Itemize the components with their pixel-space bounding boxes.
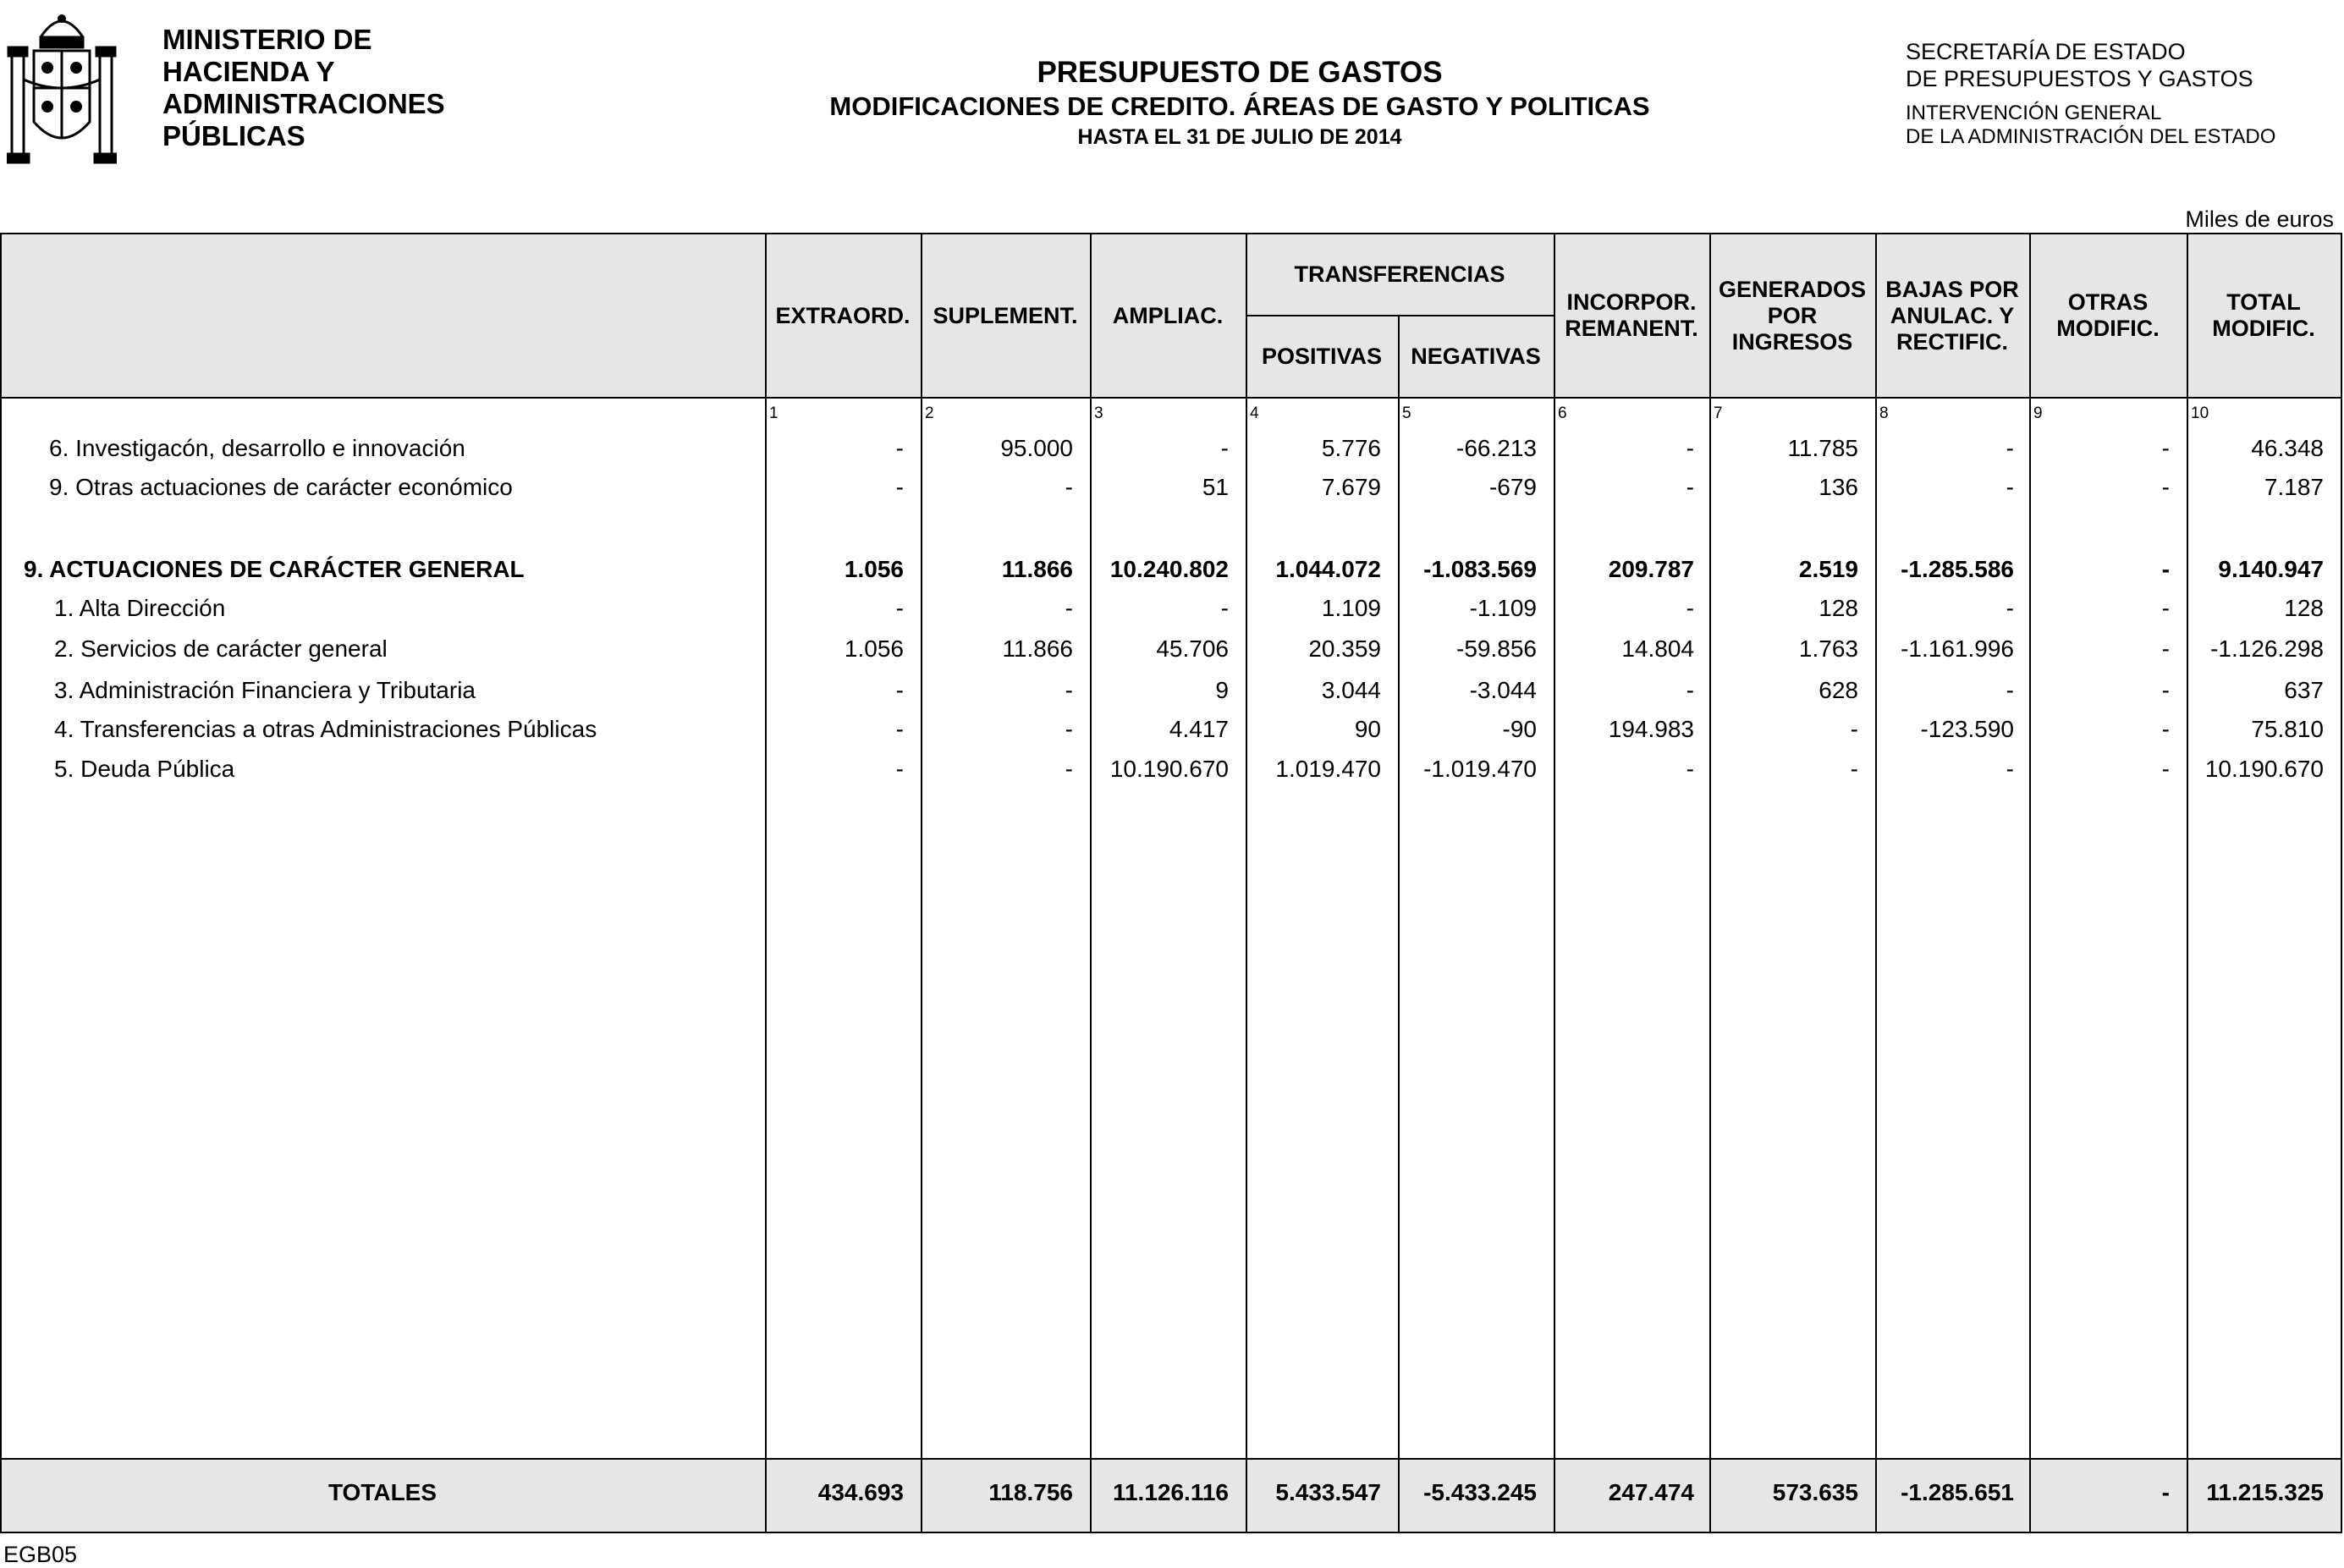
column-number: 4 <box>1250 404 1259 422</box>
row-value: - <box>1686 756 1694 782</box>
row-value: 5.776 <box>1321 435 1381 461</box>
row-value: - <box>2161 474 2170 500</box>
totals-label: TOTALES <box>327 1479 437 1505</box>
row-value: - <box>895 756 904 782</box>
row-value: -59.856 <box>1456 635 1537 662</box>
report-date: HASTA EL 31 DE JULIO DE 2014 <box>1077 125 1402 149</box>
totals-value: 434.693 <box>817 1479 904 1505</box>
totals-value: 5.433.547 <box>1275 1479 1381 1505</box>
row-value: 4.417 <box>1169 716 1229 742</box>
header-total-line-2: MODIFIC. <box>2212 316 2315 341</box>
row-value: 11.866 <box>1001 556 1073 582</box>
row-value: - <box>1065 756 1073 782</box>
row-value: - <box>2006 435 2014 461</box>
row-value: 136 <box>1819 474 1858 500</box>
col-border <box>2341 233 2342 1533</box>
row-value: 1.044.072 <box>1275 556 1381 582</box>
column-number: 10 <box>2191 404 2209 422</box>
col-border <box>2187 233 2188 1533</box>
row-value: - <box>895 474 904 500</box>
row-value: 20.359 <box>1308 635 1381 662</box>
table-row <box>0 435 2344 472</box>
secretaria-line-2: DE PRESUPUESTOS Y GASTOS <box>1906 66 2253 91</box>
row-value: - <box>1220 595 1229 621</box>
col-border <box>2029 233 2031 1533</box>
row-value: - <box>1065 677 1073 703</box>
row-value: 10.240.802 <box>1109 556 1229 582</box>
totals-value: 11.215.325 <box>2206 1479 2324 1505</box>
row-value: - <box>2161 756 2170 782</box>
ministry-line-2: HACIENDA Y <box>162 56 335 87</box>
header-generados <box>1709 234 1875 397</box>
col-border <box>1090 233 1092 1533</box>
units-label: Miles de euros <box>2185 206 2334 232</box>
row-value: 128 <box>1819 595 1858 621</box>
row-value: 10.190.670 <box>2204 756 2324 782</box>
col-border <box>1709 233 1711 1533</box>
row-value: 1.763 <box>1798 635 1858 662</box>
column-number: 1 <box>769 404 779 422</box>
row-value: - <box>1065 474 1073 500</box>
ministry-line-4: PÚBLICAS <box>162 120 305 151</box>
column-number: 5 <box>1402 404 1411 422</box>
table-row <box>0 635 2344 673</box>
header-bajas-line-1: BAJAS POR <box>1885 276 2019 302</box>
row-value: 90 <box>1354 716 1381 742</box>
header-incorpor-line-1: INCORPOR. <box>1566 289 1697 315</box>
header-ampliac: AMPLIAC. <box>1112 302 1224 328</box>
row-label: 1. Alta Dirección <box>54 595 226 621</box>
row-value: - <box>2006 474 2014 500</box>
row-value: - <box>1686 677 1694 703</box>
row-value: -3.044 <box>1469 677 1537 703</box>
report-title: PRESUPUESTO DE GASTOS <box>1037 56 1443 89</box>
row-value: -1.109 <box>1469 595 1537 621</box>
row-value: 10.190.670 <box>1109 756 1229 782</box>
row-value: -1.083.569 <box>1423 556 1537 582</box>
header-transferencias: TRANSFERENCIAS <box>1294 261 1505 287</box>
row-value: 637 <box>2284 677 2324 703</box>
row-value: 9 <box>1215 677 1229 703</box>
header-generados-line-3: INGRESOS <box>1731 328 1853 355</box>
totals-value: - <box>2161 1479 2170 1505</box>
row-label: 9. Otras actuaciones de carácter económico <box>49 474 513 500</box>
totals-value: 247.474 <box>1608 1479 1694 1505</box>
header-positivas: POSITIVAS <box>1261 344 1383 369</box>
column-number: 2 <box>925 404 934 422</box>
row-value: - <box>2161 716 2170 742</box>
header-total-line-1: TOTAL <box>2226 289 2301 315</box>
row-value: - <box>1065 716 1073 742</box>
secretaria-line-1: SECRETARÍA DE ESTADO <box>1906 39 2186 64</box>
header-generados-line-2: POR <box>1767 302 1818 328</box>
row-value: 11.785 <box>1787 435 1858 461</box>
col-border <box>1554 233 1555 1533</box>
table-row <box>0 756 2344 793</box>
row-value: -679 <box>1488 474 1537 500</box>
row-value: - <box>895 716 904 742</box>
totals-top-border <box>0 1458 2342 1460</box>
header-otras-line-1: OTRAS <box>2067 289 2149 315</box>
report-subtitle: MODIFICACIONES DE CREDITO. ÁREAS DE GASTO Y POLITICAS <box>829 91 1650 121</box>
intervencion-line-2: DE LA ADMINISTRACIÓN DEL ESTADO <box>1906 125 2276 148</box>
header-negativas: NEGATIVAS <box>1411 344 1541 369</box>
row-value: 1.109 <box>1321 595 1381 621</box>
row-value: - <box>2006 677 2014 703</box>
col-border <box>921 233 922 1533</box>
row-value: 95.000 <box>1000 435 1073 461</box>
header-incorpor-line-2: REMANENT. <box>1565 316 1698 341</box>
row-value: 14.804 <box>1621 635 1694 662</box>
row-value: 7.679 <box>1321 474 1381 500</box>
table-bottom-border <box>0 1532 2342 1533</box>
row-value: - <box>1220 435 1229 461</box>
totals-value: 11.126.116 <box>1112 1479 1229 1505</box>
table-row <box>0 474 2344 511</box>
header-bajas <box>1875 234 2029 397</box>
header-bottom-border <box>0 397 2342 399</box>
row-label: 6. Investigacón, desarrollo e innovación <box>49 435 465 461</box>
row-value: -1.019.470 <box>1423 756 1537 782</box>
row-label: 3. Administración Financiera y Tributaria <box>54 677 476 703</box>
row-value: 75.810 <box>2251 716 2324 742</box>
header-suplement: SUPLEMENT. <box>933 302 1078 328</box>
table-row <box>0 595 2344 632</box>
row-value: - <box>2006 595 2014 621</box>
row-value: 3.044 <box>1321 677 1381 703</box>
ministry-line-1: MINISTERIO DE <box>162 24 372 55</box>
row-value: - <box>1850 756 1858 782</box>
row-label: 5. Deuda Pública <box>54 756 235 782</box>
row-value: - <box>2161 635 2170 662</box>
row-value: 9.140.947 <box>2218 556 2324 582</box>
header-extraord: EXTRAORD. <box>775 302 911 328</box>
row-value: - <box>1065 595 1073 621</box>
row-value: 209.787 <box>1608 556 1694 582</box>
row-value: 45.706 <box>1156 635 1229 662</box>
col-border <box>1875 233 1877 1533</box>
column-number: 6 <box>1558 404 1567 422</box>
totals-value: 118.756 <box>988 1479 1073 1505</box>
header-total <box>2187 234 2341 397</box>
row-value: 1.019.470 <box>1275 756 1381 782</box>
header-bajas-line-3: RECTIFIC. <box>1896 328 2008 355</box>
row-value: 194.983 <box>1608 716 1694 742</box>
header-bajas-line-2: ANULAC. Y <box>1890 302 2015 328</box>
header-incorpor <box>1554 234 1709 397</box>
row-value: -66.213 <box>1456 435 1537 461</box>
table-row <box>0 716 2344 753</box>
row-value: - <box>1686 595 1694 621</box>
row-value: 1.056 <box>844 556 904 582</box>
row-value: 1.056 <box>844 635 904 662</box>
row-value: 7.187 <box>2264 474 2324 500</box>
column-number: 7 <box>1714 404 1723 422</box>
row-value: - <box>1686 435 1694 461</box>
header-otras-line-2: MODIFIC. <box>2056 316 2160 341</box>
row-value: - <box>2161 677 2170 703</box>
row-value: - <box>1686 474 1694 500</box>
row-value: -1.126.298 <box>2210 635 2324 662</box>
row-label: 9. ACTUACIONES DE CARÁCTER GENERAL <box>24 556 525 582</box>
row-label: 4. Transferencias a otras Administraciones Públicas <box>54 716 597 742</box>
col-border <box>765 233 767 1533</box>
table-row <box>0 556 2344 593</box>
row-value: - <box>895 595 904 621</box>
header-otras <box>2029 234 2187 397</box>
intervencion-line-1: INTERVENCIÓN GENERAL <box>1906 102 2162 124</box>
header-generados-line-1: GENERADOS <box>1718 276 1867 302</box>
row-value: - <box>2161 595 2170 621</box>
row-label: 2. Servicios de carácter general <box>54 635 388 662</box>
row-value: - <box>895 435 904 461</box>
totals-value: 573.635 <box>1772 1479 1858 1505</box>
row-value: 51 <box>1202 474 1229 500</box>
row-value: 46.348 <box>2251 435 2324 461</box>
row-value: 11.866 <box>1002 635 1073 662</box>
row-value: 128 <box>2284 595 2324 621</box>
report-code: EGB05 <box>3 1542 78 1567</box>
column-number: 3 <box>1094 404 1103 422</box>
column-number: 8 <box>1879 404 1889 422</box>
row-value: - <box>2161 435 2170 461</box>
totals-value: -1.285.651 <box>1901 1479 2014 1505</box>
column-number: 9 <box>2033 404 2043 422</box>
row-value: -1.285.586 <box>1901 556 2014 582</box>
ministry-line-3: ADMINISTRACIONES <box>162 88 445 119</box>
row-value: 628 <box>1819 677 1858 703</box>
col-border <box>0 233 2 1533</box>
col-border <box>1246 233 1247 1533</box>
row-value: - <box>895 677 904 703</box>
row-value: - <box>2161 556 2170 582</box>
totals-value: -5.433.245 <box>1423 1479 1537 1505</box>
table-row <box>0 677 2344 714</box>
row-value: -123.590 <box>1920 716 2014 742</box>
row-value: -90 <box>1502 716 1537 742</box>
row-value: - <box>2006 756 2014 782</box>
totals-row <box>0 1479 2344 1516</box>
row-value: -1.161.996 <box>1901 635 2014 662</box>
row-value: 2.519 <box>1798 556 1858 582</box>
row-value: - <box>1850 716 1858 742</box>
